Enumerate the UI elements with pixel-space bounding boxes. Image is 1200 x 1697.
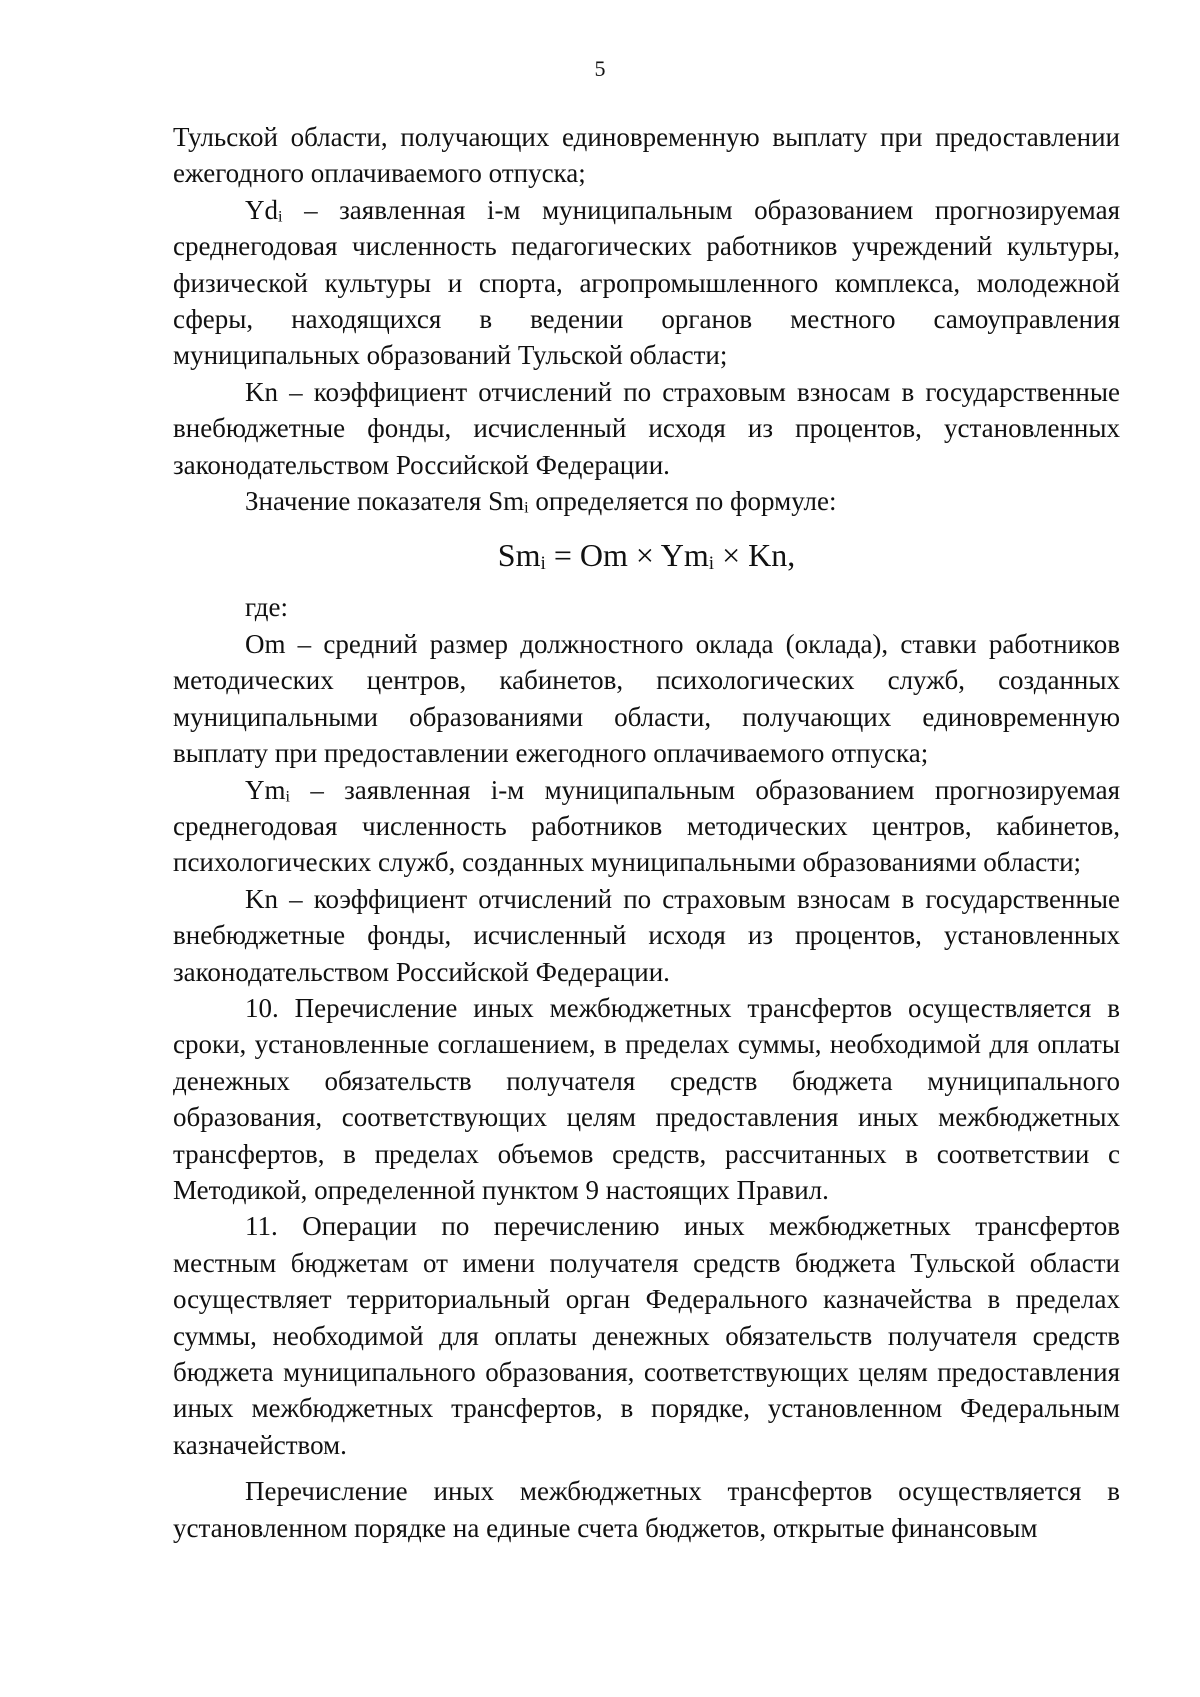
paragraph-transfer: Перечисление иных межбюджетных трансфертов осуществляется в установленном порядке на единые счета бюджетов, открытые финансовым (173, 1476, 1120, 1543)
subscript-i: i (524, 498, 529, 517)
where-label: где: (245, 592, 288, 623)
sm-intro-after: определяется по формуле: (528, 486, 837, 517)
subscript-i: i (285, 786, 290, 805)
paragraph-kn-definition-2: Kn – коэффициент отчислений по страховым взносам в государственные внебюджетные фонды, исчисленный исходя из процентов, установленных законодательством Российской Федерации. (173, 883, 1120, 987)
paragraph-sm-intro (173, 483, 1120, 519)
paragraph-om-definition: Om – средний размер должностного оклада (оклада), ставки работников методических центров, кабинетов, психологических служб, созданных муниципальными образованиями области, получающих единовременную выплату при предоставлении ежегодного оплачиваемого отпуска; (173, 628, 1120, 769)
paragraph-item-11: 11. Операции по перечислению иных межбюджетных трансфертов местным бюджетам от имени получателя средств бюджета Тульской области осуществляет территориальный орган Федерального казначейства в пределах суммы, необходимой для оплаты денежных обязательств получателя средств бюджета муниципального образования, соответствующих целям предоставления иных межбюджетных трансфертов, в порядке, установленном Федеральным казначейством. (173, 1211, 1120, 1460)
paragraph-item-10: 10. Перечисление иных межбюджетных трансфертов осуществляется в сроки, установленные соглашением, в пределах суммы, необходимой для оплаты денежных обязательств получателя средств бюджета муниципального образования, соответствующих целям предоставления иных межбюджетных трансфертов, в пределах объемов средств, рассчитанных в соответствии с Методикой, определенной пунктом 9 настоящих Правил. (173, 992, 1120, 1205)
symbol-ym: Ym (245, 774, 286, 805)
subscript-i: i (278, 207, 283, 226)
formula-subscript-1: i (540, 553, 546, 575)
page-number: 5 (594, 56, 606, 81)
formula-part-1: Sm (497, 537, 541, 574)
paragraph-kn-definition: Kn – коэффициент отчислений по страховым взносам в государственные внебюджетные фонды, исчисленный исходя из процентов, установленных законодательством Российской Федерации. (173, 376, 1120, 480)
formula-subscript-2: i (708, 553, 715, 575)
sm-intro-before: Значение показателя Sm (245, 486, 525, 517)
paragraph-continuation: Тульской области, получающих единовременную выплату при предоставлении ежегодного оплачиваемого отпуска; (173, 122, 1120, 189)
paragraph-yd-definition (173, 192, 1120, 374)
formula-sm (173, 535, 1120, 575)
formula-part-2: = Om × Ym (545, 537, 709, 574)
yd-definition-text: – заявленная i-м муниципальным образованием прогнозируемая среднегодовая численность педагогических работников учреждений культуры, физической культуры и спорта, агропромышленного комплекса, молодежной сферы, находящихся в ведении органов местного самоуправления муниципальных образований Тульской области; (173, 194, 1120, 371)
symbol-yd: Yd (245, 194, 278, 225)
formula-part-3: × Kn, (714, 537, 796, 574)
document-body (173, 119, 1120, 1546)
ym-definition-text: – заявленная i-м муниципальным образованием прогнозируемая среднегодовая численность работников методических центров, кабинетов, психологических служб, созданных муниципальными образованиями области; (173, 774, 1120, 878)
paragraph-ym-definition (173, 772, 1120, 881)
